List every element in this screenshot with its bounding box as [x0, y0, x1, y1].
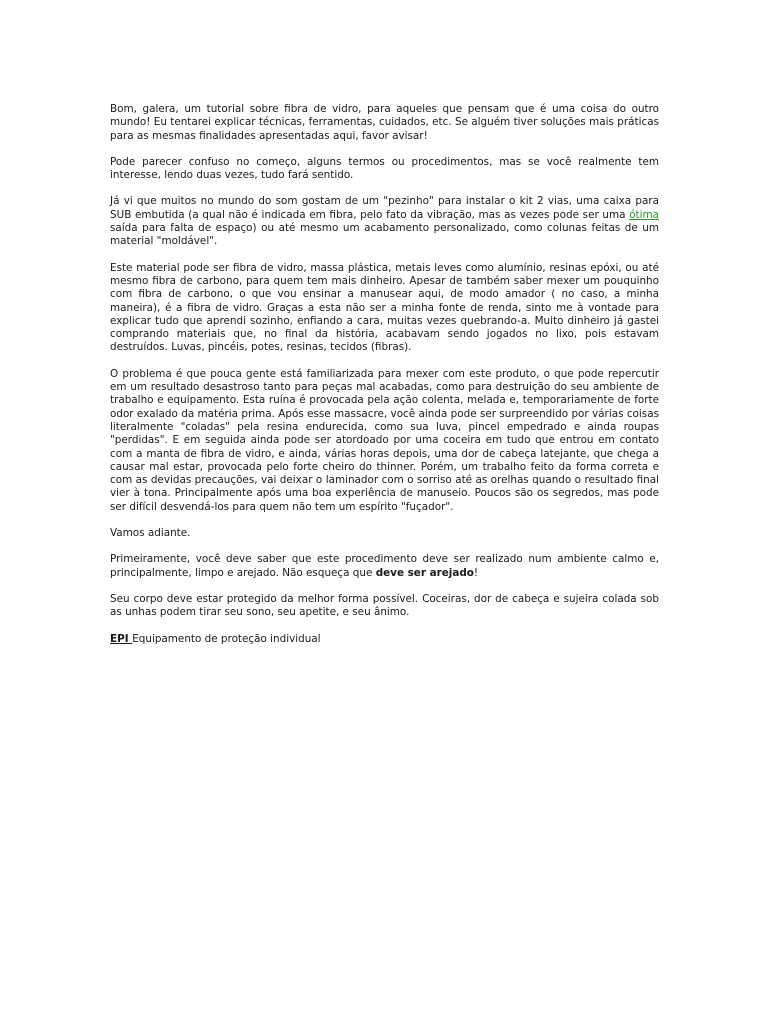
document-page	[110, 103, 659, 646]
paragraph-onward: Vamos adiante.	[110, 527, 191, 540]
paragraph-environment	[110, 553, 659, 580]
paragraph-materials: Este material pode ser fibra de vidro, massa plástica, metais leves como alumínio, resinas epóxi, ou até mesmo fibra de carbono, para quem tem mais dinheiro. Apesar de também saber mexer um pouquinho com fibra de carbono, o que vou ensinar a manusear aqui, de modo amador ( no caso, a minha maneira), é a fibra de vidro. Graças a esta não ser a minha fonte de renda, sinto me à vontade para explicar tudo que aprendi sozinho, enfiando a cara, muitas vezes quebrando-a. Muito dinheiro já gastei comprando materiais que, no final da história, acabavam sendo jogados no lixo, pois estavam destruídos. Luvas, pincéis, potes, resinas, tecidos (fibras).	[110, 261, 659, 354]
epi-label: EPI	[110, 632, 133, 645]
paragraph-problem: O problema é que pouca gente está familiarizada para mexer com este produto, o que pode repercutir em um resultado desastroso tanto para peças mal acabadas, como para destruição do seu ambiente de trabalho e equipamento. Esta ruína é provocada pela ação colenta, melada e, temporariamente de forte odor exalado da matéria prima. Após esse massacre, você ainda pode ser surpreendido por várias coisas literalmente "coladas" pela resina endurecida, como sua luva, pincel empedrado e ainda roupas "perdidas". E em seguida ainda pode ser atordoado por uma coceira em tudo que entrou em contato com a manta de fibra de vidro, e ainda, várias horas depois, uma dor de cabeça latejante, que chega a causar mal estar, provocada pelo forte cheiro do thinner. Porém, um trabalho feito da forma correta e com as devidas precauções, vai deixar o laminador com o sorriso até as orelhas quando o resultado final vier à tona. Principalmente após uma boa experiência de manuseio. Poucos são os segredos, mas pode ser difícil desvendá-los para quem não tem um espírito "fuçador".	[110, 367, 659, 513]
paragraph-uses-text-after: saída para falta de espaço) ou até mesmo um acabamento personalizado, como colunas feitas de um material "moldável".	[110, 222, 659, 248]
ventilation-emphasis: deve ser arejado	[375, 566, 474, 579]
epi-heading	[110, 633, 659, 646]
paragraph-confusion: Pode parecer confuso no começo, alguns termos ou procedimentos, mas se você realmente tem interesse, lendo duas vezes, tudo fará sentido.	[110, 155, 659, 182]
paragraph-environment-text-before: Primeiramente, você deve saber que este procedimento deve ser realizado num ambiente calmo e, principalmente, limpo e arejado. Não esqueça que	[110, 553, 659, 579]
paragraph-environment-text-after: !	[473, 566, 479, 579]
paragraph-uses	[110, 195, 659, 248]
paragraph-intro: Bom, galera, um tutorial sobre fibra de vidro, para aqueles que pensam que é uma coisa do outro mundo! Eu tentarei explicar técnicas, ferramentas, cuidados, etc. Se alguém tiver soluções mais práticas para as mesmas finalidades apresentadas aqui, favor avisar!	[110, 103, 659, 142]
paragraph-uses-text-before: Já vi que muitos no mundo do som gostam de um "pezinho" para instalar o kit 2 vias, uma caixa para SUB embutida (a qual não é indicada em fibra, pelo fato da vibração, mas as vezes pode ser uma	[110, 195, 659, 221]
epi-description: Equipamento de proteção individual	[132, 632, 321, 645]
otima-link[interactable]: ótima	[629, 208, 659, 221]
paragraph-protection: Seu corpo deve estar protegido da melhor forma possível. Coceiras, dor de cabeça e sujeira colada sob as unhas podem tirar seu sono, seu apetite, e seu ânimo.	[110, 592, 659, 619]
